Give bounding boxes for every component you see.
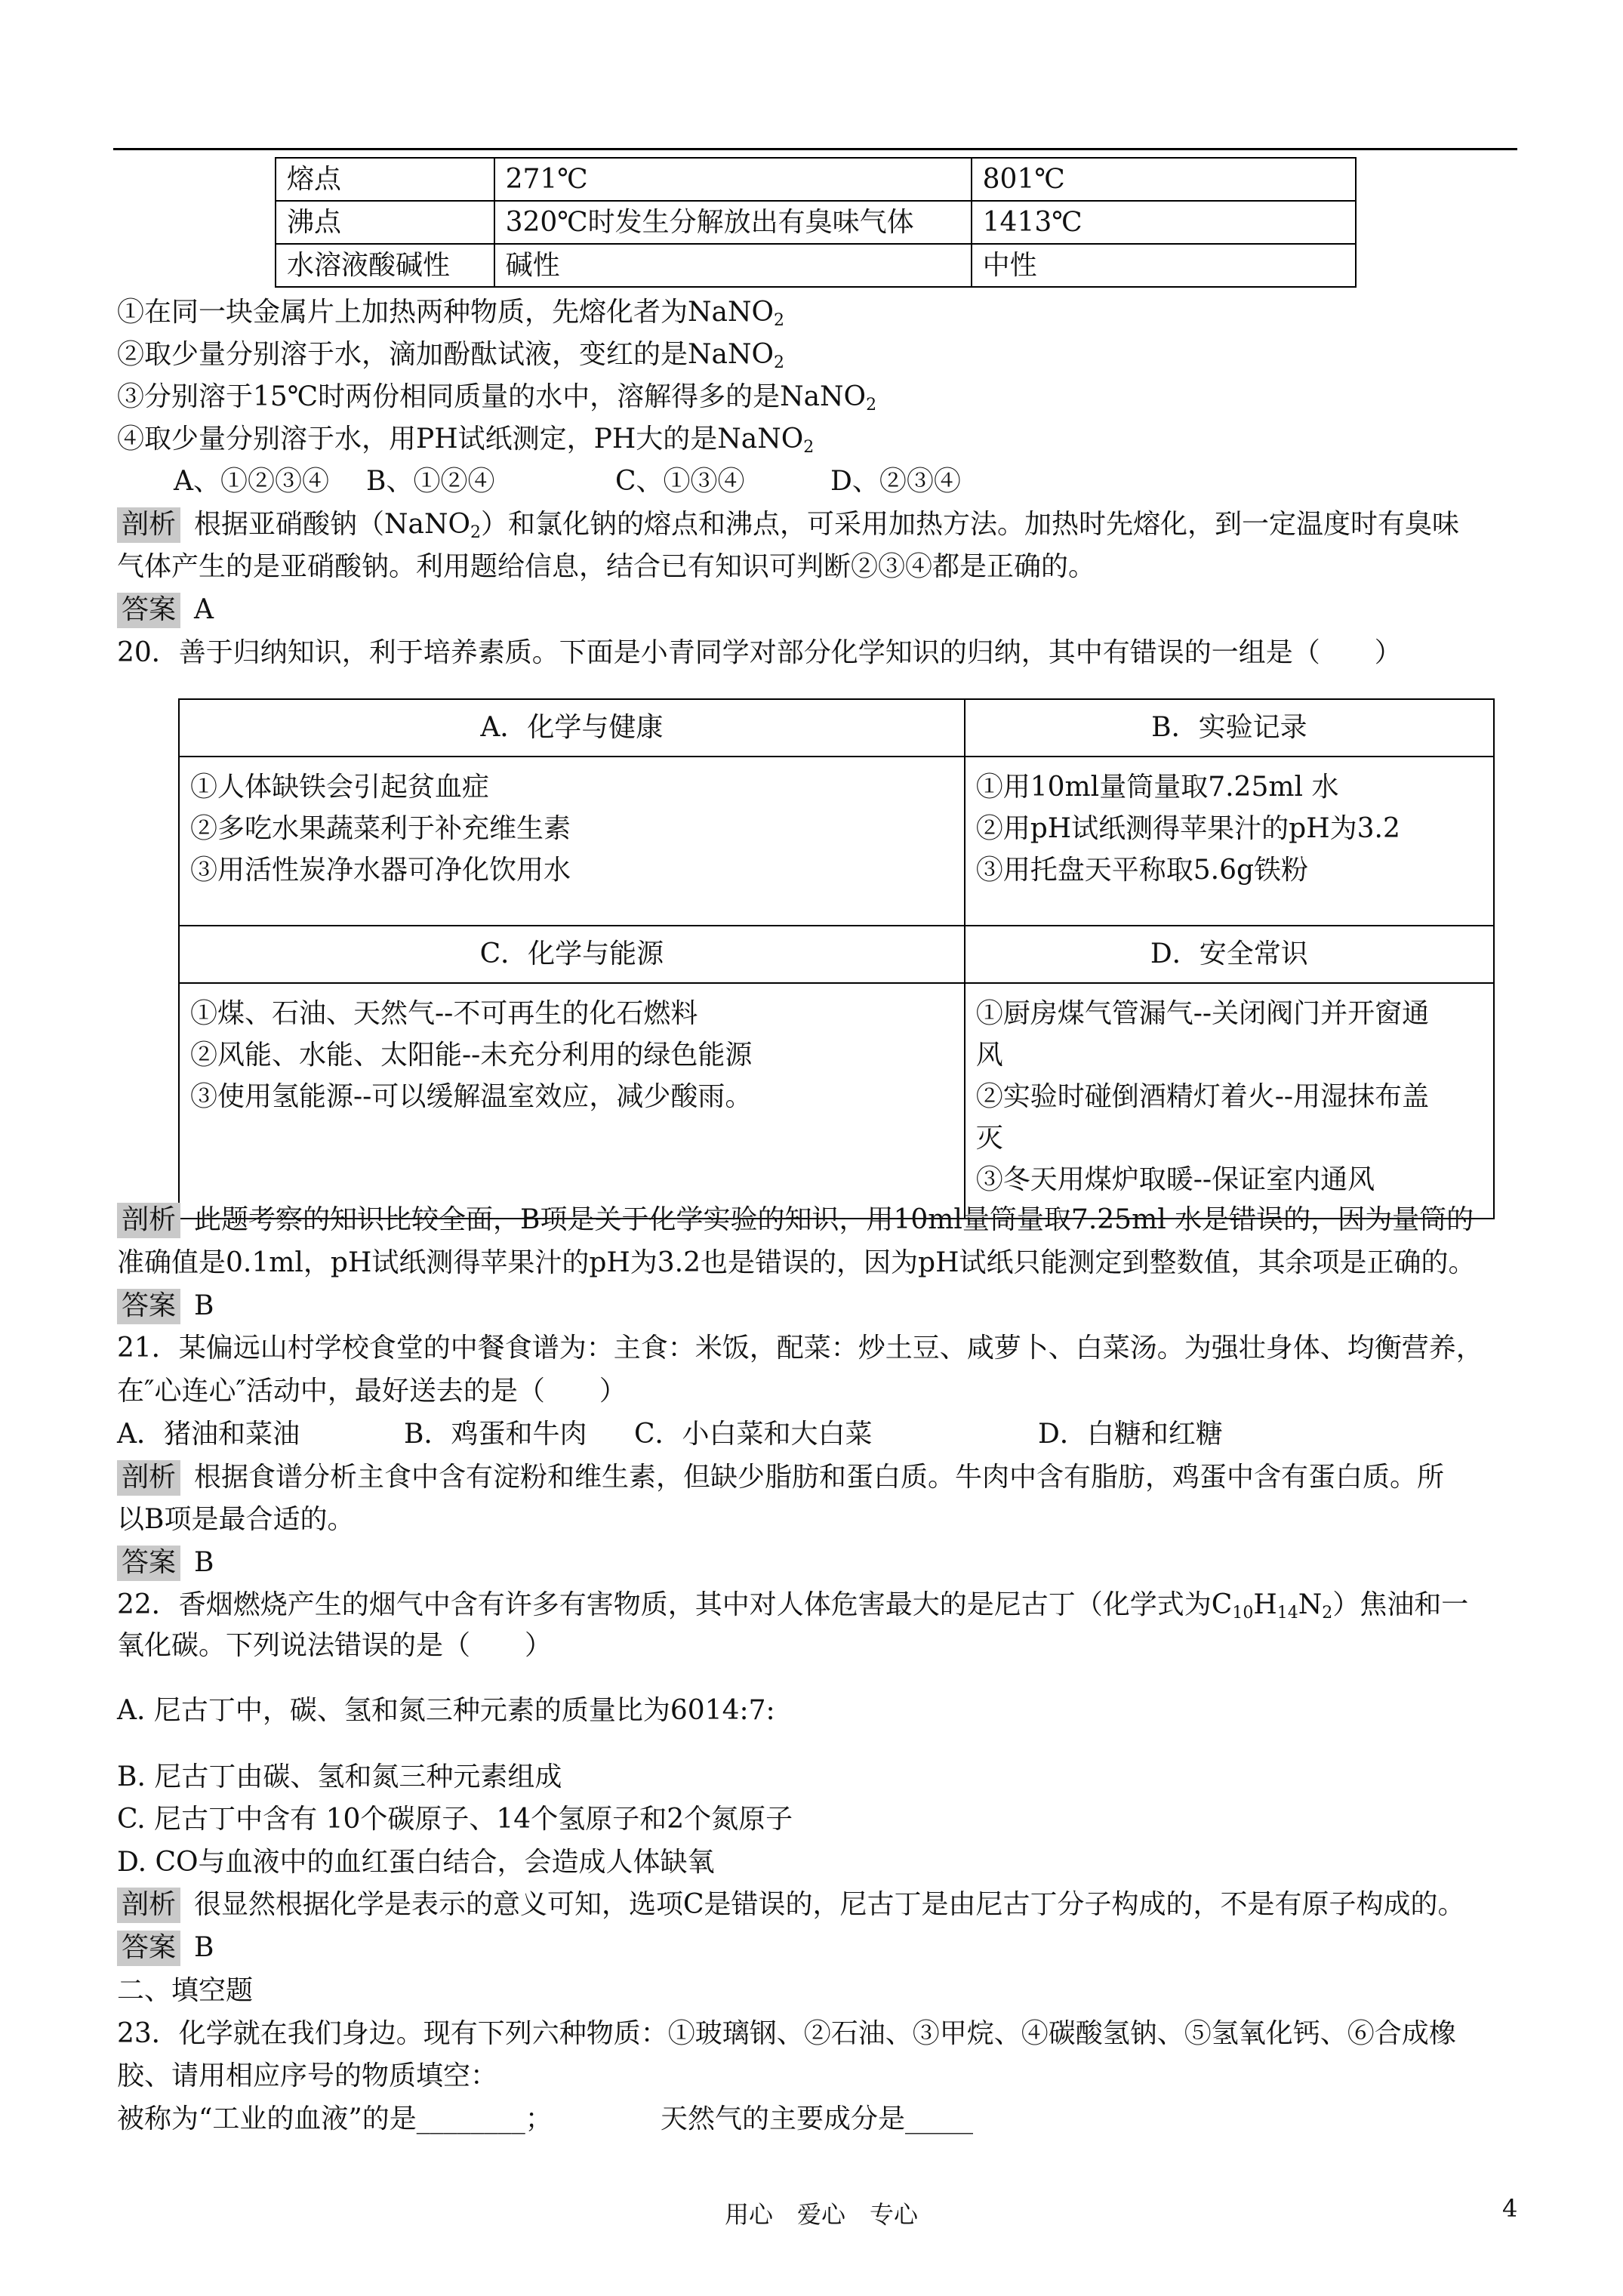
analysis-tag: 剖析 xyxy=(117,1203,180,1238)
table-row xyxy=(276,244,1356,287)
table-row xyxy=(179,699,1494,757)
list-item: ③用托盘天平称取5.6g铁粉 xyxy=(975,855,1309,886)
answer-tag: 答案 xyxy=(117,1931,180,1966)
section-a-body xyxy=(179,757,965,926)
analysis-q22: 剖析 很显然根据化学是表示的意义可知，选项C是错误的，尼古丁是由尼古丁分子构成的，不是有原子构成的。 xyxy=(117,1891,1465,1918)
answer-tag: 答案 xyxy=(117,1289,180,1324)
table-cell: 沸点 xyxy=(276,201,494,244)
table-cell: 熔点 xyxy=(276,158,494,201)
fill-blank-1: 被称为“工业的血液”的是________； xyxy=(117,2103,553,2134)
analysis-q19: 剖析 根据亚硝酸钠（NaNO$_2$）和氯化钠的熔点和沸点，可采用加热方法。加热时先熔化，到一定温度时有臭味 xyxy=(117,511,1459,538)
table-row xyxy=(276,201,1356,244)
statement-1: ①在同一块金属片上加热两种物质，先熔化者为NaNO$_2$ xyxy=(117,297,784,330)
question-23-line2: 胶、请用相应序号的物质填空： xyxy=(117,2060,498,2091)
answer-q19: 答案 A xyxy=(117,596,214,624)
option-c: C、①③④ xyxy=(615,466,745,497)
section-d-body xyxy=(965,983,1494,1219)
question-23: 23．化学就在我们身边。现有下列六种物质：①玻璃钢、②石油、③甲烷、④碳酸氢钠、⑤氢氧化钙、⑥合成橡 xyxy=(117,2018,1456,2049)
question-21: 21．某偏远山村学校食堂的中餐食谱为：主食：米饭，配菜：炒土豆、咸萝卜、白菜汤。为强壮身体、均衡营养， xyxy=(117,1333,1483,1364)
table-cell: 271℃ xyxy=(494,158,972,201)
answer-tag: 答案 xyxy=(117,593,180,628)
option-c: C. 尼古丁中含有 10个碳原子、14个氢原子和2个氮原子 xyxy=(117,1804,793,1835)
section-c-title: C．化学与能源 xyxy=(179,926,965,983)
list-item: ②实验时碰倒酒精灯着火--用湿抹布盖 xyxy=(975,1081,1430,1112)
statement-3: ③分别溶于15℃时两份相同质量的水中，溶解得多的是NaNO$_2$ xyxy=(117,381,877,415)
answer-q21: 答案 B xyxy=(117,1549,214,1576)
answer-q20: 答案 B xyxy=(117,1293,214,1320)
option-b: B. 尼古丁由碳、氢和氮三种元素组成 xyxy=(117,1761,562,1792)
page-number: 4 xyxy=(1502,2194,1518,2223)
table-row xyxy=(179,926,1494,983)
analysis-q20: 剖析 此题考察的知识比较全面，B项是关于化学实验的知识，用10ml量筒量取7.25ml 水是错误的，因为量筒的 xyxy=(117,1207,1474,1234)
analysis-tag: 剖析 xyxy=(117,1888,180,1923)
list-item: ①用10ml量筒量取7.25ml 水 xyxy=(975,772,1339,803)
question-20: 20．善于归纳知识，利于培养素质。下面是小青同学对部分化学知识的归纳，其中有错误的一组是（ ） xyxy=(117,637,1402,668)
analysis-tag: 剖析 xyxy=(117,1460,180,1496)
list-item: ③用活性炭净水器可净化饮用水 xyxy=(190,855,571,886)
analysis-q19-line2: 气体产生的是亚硝酸钠。利用题给信息，结合已有知识可判断②③④都是正确的。 xyxy=(117,551,1096,582)
question-22: 22．香烟燃烧产生的烟气中含有许多有害物质，其中对人体危害最大的是尼古丁（化学式为$C_{10}H_{14}N_2$）焦油和一 xyxy=(117,1589,1469,1623)
option-c: C．小白菜和大白菜 xyxy=(634,1419,873,1450)
fill-blank-2: 天然气的主要成分是_____ xyxy=(661,2103,974,2134)
table-cell: 中性 xyxy=(972,244,1356,287)
table-row xyxy=(179,983,1494,1219)
section-a-title: A．化学与健康 xyxy=(179,699,965,757)
option-a: A. 尼古丁中，碳、氢和氮三种元素的质量比为6014:7: xyxy=(117,1695,775,1726)
statement-4: ④取少量分别溶于水，用PH试纸测定，PH大的是NaNO$_2$ xyxy=(117,424,815,457)
page-footer: 用心 爱心 专心 xyxy=(725,2200,919,2229)
list-item: 灭 xyxy=(975,1123,1003,1154)
answer-tag: 答案 xyxy=(117,1546,180,1581)
list-item: ②用pH试纸测得苹果汁的pH为3.2 xyxy=(975,813,1400,844)
analysis-q21: 剖析 根据食谱分析主食中含有淀粉和维生素，但缺少脂肪和蛋白质。牛肉中含有脂肪，鸡蛋中含有蛋白质。所 xyxy=(117,1464,1444,1491)
table-cell: 碱性 xyxy=(494,244,972,287)
section-b-title: B．实验记录 xyxy=(965,699,1494,757)
list-item: ②风能、水能、太阳能--未充分利用的绿色能源 xyxy=(190,1040,753,1071)
table-cell: 1413℃ xyxy=(972,201,1356,244)
section-d-title: D．安全常识 xyxy=(965,926,1494,983)
list-item: 风 xyxy=(975,1040,1003,1071)
table-cell: 水溶液酸碱性 xyxy=(276,244,494,287)
properties-table xyxy=(275,157,1357,288)
option-b: B．鸡蛋和牛肉 xyxy=(404,1419,587,1450)
list-item: ③冬天用煤炉取暖--保证室内通风 xyxy=(975,1164,1375,1195)
table-cell: 801℃ xyxy=(972,158,1356,201)
analysis-q21-line2: 以B项是最合适的。 xyxy=(117,1504,355,1535)
option-a: A、①②③④ xyxy=(174,466,329,497)
list-item: ①人体缺铁会引起贫血症 xyxy=(190,772,490,803)
table-row xyxy=(179,757,1494,926)
answer-q22: 答案 B xyxy=(117,1934,214,1962)
section-c-body xyxy=(179,983,965,1219)
question-21-line2: 在″心连心″活动中，最好送去的是（ ） xyxy=(117,1376,627,1407)
section-heading: 二、填空题 xyxy=(117,1975,254,2006)
knowledge-table xyxy=(178,698,1495,1219)
analysis-tag: 剖析 xyxy=(117,507,180,543)
list-item: ②多吃水果蔬菜利于补充维生素 xyxy=(190,813,571,844)
statement-2: ②取少量分别溶于水，滴加酚酞试液，变红的是NaNO$_2$ xyxy=(117,339,784,372)
table-cell: 320℃时发生分解放出有臭味气体 xyxy=(494,201,972,244)
list-item: ③使用氢能源--可以缓解温室效应，减少酸雨。 xyxy=(190,1081,753,1112)
table-row xyxy=(276,158,1356,201)
analysis-q20-line2: 准确值是0.1ml，pH试纸测得苹果汁的pH为3.2也是错误的，因为pH试纸只能测定到整数值，其余项是正确的。 xyxy=(117,1247,1476,1278)
option-d: D．白糖和红糖 xyxy=(1038,1419,1223,1450)
question-22-line2: 氧化碳。下列说法错误的是（ ） xyxy=(117,1630,553,1661)
option-d: D. CO与血液中的血红蛋白结合，会造成人体缺氧 xyxy=(117,1847,715,1878)
list-item: ①厨房煤气管漏气--关闭阀门并开窗通 xyxy=(975,998,1430,1029)
list-item: ①煤、石油、天然气--不可再生的化石燃料 xyxy=(190,998,698,1029)
option-d: D、②③④ xyxy=(830,466,961,497)
option-b: B、①②④ xyxy=(366,466,495,497)
section-b-body xyxy=(965,757,1494,926)
option-a: A．猪油和菜油 xyxy=(117,1419,300,1450)
header-rule xyxy=(113,148,1517,150)
